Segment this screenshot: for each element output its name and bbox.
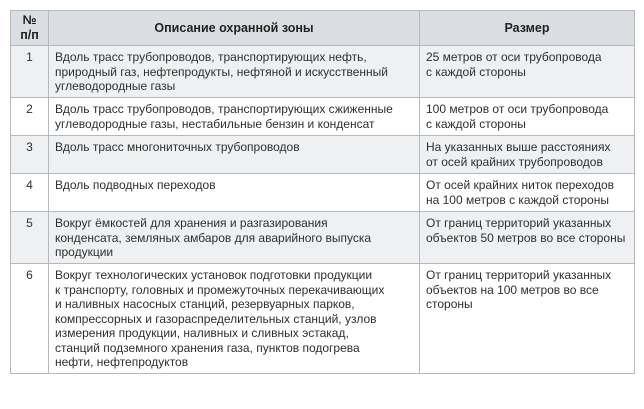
row-number: 3 (26, 140, 33, 154)
row-description-cell (49, 98, 420, 136)
table-body (11, 46, 635, 374)
row-size: На указанных выше расстояниях от осей крайних трубопроводов (426, 140, 611, 169)
row-number: 5 (26, 216, 33, 230)
table-header (11, 11, 635, 46)
row-size: От осей крайних ниток переходов на 100 метров с каждой стороны (426, 178, 615, 207)
row-size: 25 метров от оси трубопровода с каждой стороны (426, 50, 602, 79)
row-description: Вдоль подводных переходов (55, 178, 216, 192)
row-number-cell (11, 136, 49, 174)
row-description-cell (49, 136, 420, 174)
row-description-cell (49, 264, 420, 374)
row-size-cell (420, 136, 635, 174)
table-row (11, 136, 635, 174)
row-description: Вдоль трасс трубопроводов, транспортирующих сжиженные углеводородные газы, нестабильные бензин и конденсат (55, 102, 393, 131)
protection-zones-table (10, 10, 635, 374)
table-row (11, 46, 635, 98)
row-size-cell (420, 264, 635, 374)
row-description-cell (49, 212, 420, 264)
header-number-label: № п/п (20, 13, 39, 42)
row-description: Вдоль трасс многониточных трубопроводов (55, 140, 300, 154)
table-row (11, 174, 635, 212)
row-description: Вдоль трасс трубопроводов, транспортирующих нефть, природный газ, нефтепродукты, нефтяной и искусственный углеводородные газы (55, 50, 388, 93)
table-row (11, 264, 635, 374)
header-number (11, 11, 49, 46)
row-size: 100 метров от оси трубопровода с каждой стороны (426, 102, 609, 131)
row-size-cell (420, 46, 635, 98)
row-size: От границ территорий указанных объектов на 100 метров во все стороны (426, 268, 612, 311)
header-row (11, 11, 635, 46)
row-number-cell (11, 46, 49, 98)
row-size-cell (420, 212, 635, 264)
row-description-cell (49, 174, 420, 212)
row-number: 4 (26, 178, 33, 192)
row-description: Вокруг ёмкостей для хранения и разгазирования конденсата, земляных амбаров для аварийного выпуска продукции (55, 216, 372, 259)
row-number-cell (11, 264, 49, 374)
row-number: 2 (26, 102, 33, 116)
row-number-cell (11, 174, 49, 212)
header-description (49, 11, 420, 46)
row-number-cell (11, 212, 49, 264)
row-size-cell (420, 174, 635, 212)
header-size-label: Размер (504, 20, 550, 35)
header-description-label: Описание охранной зоны (154, 20, 314, 35)
row-size-cell (420, 98, 635, 136)
row-number-cell (11, 98, 49, 136)
row-description-cell (49, 46, 420, 98)
row-number: 6 (26, 268, 33, 282)
table-row (11, 212, 635, 264)
row-number: 1 (26, 50, 33, 64)
header-size (420, 11, 635, 46)
table-row (11, 98, 635, 136)
row-description: Вокруг технологических установок подготовки продукции к транспорту, головных и промежуточных перекачивающих и наливных насосных станций, резервуарных парков, компрессорных и газораспределительных станций, узлов измерения продукции, наливных и сливных эстакад, станций подземного хранения газа, пунктов подогрева нефти, нефтепродуктов (55, 268, 385, 369)
row-size: От границ территорий указанных объектов 50 метров во все стороны (426, 216, 626, 245)
